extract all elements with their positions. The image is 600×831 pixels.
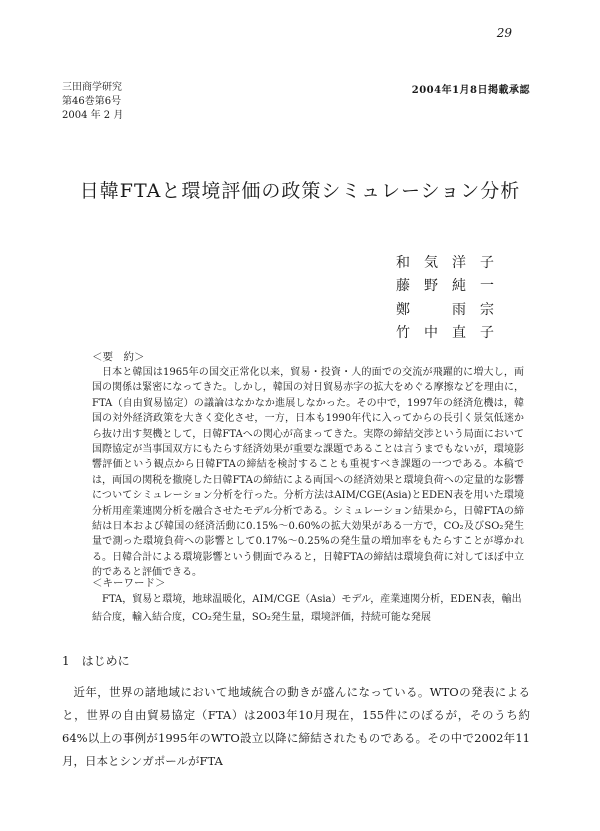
section-heading: 1 はじめに: [62, 654, 130, 668]
abstract-text: 日本と韓国は1965年の国交正常化以来，貿易・投資・人的面での交流が飛躍的に増大し，両国の関係は緊密になってきた。しかし，韓国の対日貿易赤字の拡大をめぐる摩擦などを理由に，FTA（自由貿易協定）の議論はなかなか進展しなかった。その中で，1997年の経済危機は，韓国の対外経済政策を大きく変化させ，一方，日本も1990年代に入ってからの長引く景気低迷から抜け出す契機として，日韓FTAへの関心が高まってきた。実際の締結交渉という局面において国際協定が当事国双方にもたらす経済効果が重要な課題であることは言うまでもないが，環境影響評価という観点から日韓FTAの締結を検討することも重視すべき課題の一つである。本稿では，両国の関税を撤廃した日韓FTAの締結による両国への経済効果と環境負荷への定量的な影響についてシミュレーション分析を行った。分析方法はAIM/CGE(Asia)とEDEN表を用いた環境分析用産業連関分析を融合させたモデル分析である。シミュレーション結果から，日韓FTAの締結は日本および韓国の経済活動に0.15%～0.60%の拡大効果がある一方で，CO₂及びSO₂発生量で測った環境負荷への影響として0.17%～0.25%の発生量の増加率をもたらすことが導かれる。日韓合計による環境影響という側面でみると，日韓FTAの締結は環境負荷に対してほぼ中立的であると評価できる。: [92, 367, 524, 579]
paper-title: 日韓FTAと環境評価の政策シミュレーション分析: [79, 180, 521, 202]
journal-volume: 第46巻第6号: [62, 96, 122, 107]
body-text: [62, 681, 530, 773]
body-paragraph: 近年，世界の諸地域において地域統合の動きが盛んになっている。WTOの発表によると，世界の自由貿易協定（FTA）は2003年10月現在，155件にのぼるが，そのうち約64%以上の事例が1995年のWTO設立以降に締結されたものである。その中で2002年11月，日本とシンガポールがFTA: [62, 685, 530, 768]
author-list: [396, 252, 494, 345]
journal-name: 三田商学研究: [62, 82, 122, 93]
acceptance-date: 2004年1月8日掲載承認: [411, 85, 530, 96]
journal-info: [62, 81, 123, 123]
page-number: 29: [496, 26, 512, 40]
abstract-heading: ＜要 約＞: [92, 351, 145, 363]
author-name: 竹 中 直 子: [396, 324, 494, 341]
journal-date: 2004 年 2 月: [62, 110, 124, 121]
author-name: 鄭 雨 宗: [396, 301, 494, 318]
keywords-heading: ＜キーワード＞: [92, 577, 166, 589]
abstract: [92, 365, 524, 581]
author-name: 和 気 洋 子: [396, 255, 494, 271]
author-name: 藤 野 純 一: [396, 278, 494, 295]
keywords-text: FTA，貿易と環境，地球温暖化，AIM/CGE（Asia）モデル，産業連関分析，EDEN表，輸出結合度，輸入結合度，CO₂発生量，SO₂発生量，環境評価，持続可能な発展: [92, 594, 522, 623]
